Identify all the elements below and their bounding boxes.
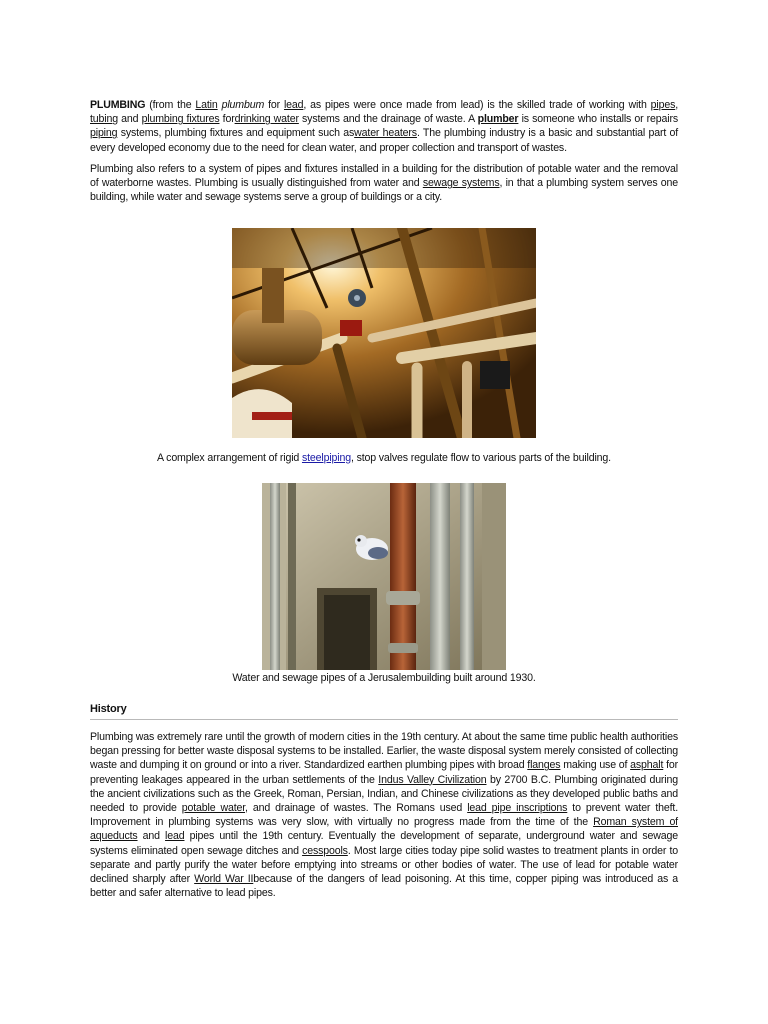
second-paragraph: [90, 162, 678, 205]
link-latin[interactable]: Latin: [195, 99, 218, 111]
link-pipes[interactable]: pipes: [650, 99, 676, 111]
intro-text: for: [264, 99, 284, 111]
intro-text: , as pipes were once made from lead) is the skilled trade of working with: [303, 99, 651, 111]
link-drinking-water[interactable]: drinking water: [234, 113, 299, 126]
history-text: , and drainage of wastes. The Romans used: [245, 802, 468, 815]
title-word: PLUMBING: [90, 99, 146, 111]
para2-text: , in that a plumbing system serves one building, while water and sewage systems serve a group of buildings or a city.: [90, 177, 678, 204]
link-lead-2[interactable]: lead: [165, 830, 185, 843]
latin-word: plumbum: [221, 99, 265, 111]
intro-text: ,: [675, 99, 679, 111]
history-text: because of the dangers of lead poisoning. At this time, copper piping was introduced as a better and safer alternative to lead pipes.: [90, 873, 678, 900]
intro-text: (from the: [145, 99, 196, 111]
figure1-caption: [0, 452, 768, 464]
para2-text: Plumbing also refers to a system of pipes and fixtures installed in a building for the distribution of potable water and the removal of waterborne wastes. Plumbing is usually distinguished from water and: [90, 163, 678, 190]
history-text: Plumbing was extremely rare until the growth of modern cities in the 19th century. At about the same time public health authorities began pressing for better waste disposal systems to be installed. Earlier, the waste disposal system merely consisted of collecting waste and dumping it on ground or into a river. Standardized earthen plumbing pipes with broad: [90, 731, 678, 772]
link-lead[interactable]: lead: [283, 99, 304, 111]
link-tubing[interactable]: tubing: [90, 113, 118, 126]
link-flanges[interactable]: flanges: [527, 759, 561, 772]
link-piping[interactable]: piping: [90, 127, 118, 140]
link-sewage-systems[interactable]: sewage systems: [422, 177, 500, 190]
history-text: making use of: [560, 759, 631, 772]
intro-text: systems, plumbing fixtures and equipment such as: [117, 127, 355, 140]
link-indus-valley[interactable]: Indus Valley Civilization: [378, 773, 487, 786]
intro-paragraph: [90, 98, 678, 155]
history-text: for preventing leakages appeared in the urban settlements of the: [90, 759, 678, 786]
history-text: pipes until the 19th century. Eventually the development of separate, underground water and sewage systems eliminated open sewage ditches and: [90, 830, 679, 857]
intro-text: is someone who installs or repairs: [518, 113, 678, 126]
caption-text: , stop valves regulate flow to various parts of the building.: [350, 452, 611, 464]
link-plumber[interactable]: plumber: [477, 113, 519, 126]
link-water-heaters[interactable]: water heaters: [354, 127, 417, 140]
history-text: and: [137, 830, 166, 843]
link-asphalt[interactable]: asphalt: [630, 759, 664, 772]
figure-jerusalem-photo: [262, 483, 506, 670]
history-paragraph: [90, 730, 678, 900]
link-potable-water[interactable]: potable water: [181, 802, 246, 815]
figure-pipes-photo: [232, 228, 536, 438]
history-text: to prevent water theft. Improvement in plumbing systems was very slow, with virtually no progress made from the time of the: [90, 802, 678, 829]
intro-text: . The plumbing industry is a basic and substantial part of every developed economy due to the need for clean water, and proper collection and transport of wastes.: [90, 127, 678, 154]
link-cesspools[interactable]: cesspools: [302, 844, 348, 857]
link-steel-piping[interactable]: steelpiping: [301, 452, 351, 464]
link-lead-pipe-inscriptions[interactable]: lead pipe inscriptions: [467, 802, 568, 815]
link-world-war-ii[interactable]: World War II: [194, 873, 254, 886]
intro-text: for: [219, 113, 235, 126]
link-plumbing-fixtures[interactable]: plumbing fixtures: [141, 113, 220, 126]
figure2-caption: Water and sewage pipes of a Jerusalembuilding built around 1930.: [232, 672, 536, 684]
link-roman-aqueducts[interactable]: Roman system of aqueducts: [90, 816, 678, 843]
history-text: . Most large cities today pipe solid wastes to treatment plants in order to separate and partly purify the water before emptying into streams or other bodies of water. The use of lead for potable water declined sharply after: [90, 844, 678, 886]
intro-text: systems and the drainage of waste. A: [298, 113, 478, 126]
caption-text: A complex arrangement of rigid: [157, 452, 302, 464]
history-heading: History: [90, 703, 127, 715]
history-text: by 2700 B.C. Plumbing originated during the ancient civilizations such as the Greek, Roman, Persian, Indian, and Chinese civilizations as they developed public baths and needed to provide: [90, 773, 678, 815]
intro-text: and: [117, 113, 142, 126]
section-divider: [90, 719, 678, 720]
